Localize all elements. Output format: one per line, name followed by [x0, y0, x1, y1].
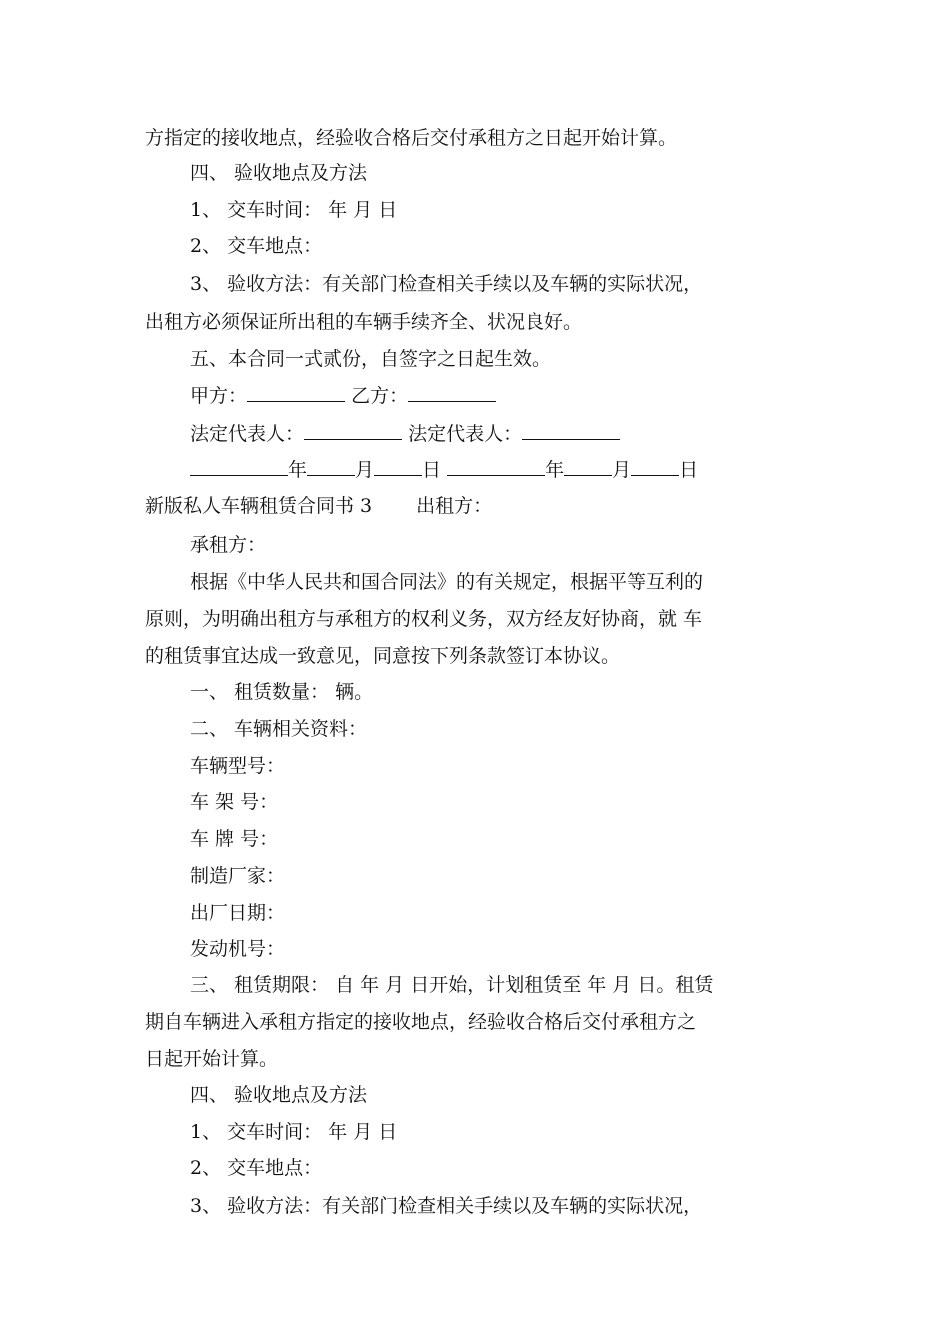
text-line: 2、 交车地点：	[190, 235, 323, 257]
lessor-label: 出租方：	[416, 495, 493, 517]
section-heading: 一、 租赁数量： 辆。	[190, 681, 374, 703]
rep-a-blank	[304, 419, 402, 440]
field-label: 车辆型号：	[190, 755, 286, 777]
text-line: 3、 验收方法：有关部门检查相关手续以及车辆的实际状况，	[190, 273, 703, 295]
section-heading: 二、 车辆相关资料：	[190, 718, 368, 740]
rep-b-label: 法定代表人：	[408, 423, 523, 445]
month-label: 月	[355, 459, 375, 481]
signature-line-party	[190, 381, 496, 409]
section-heading: 五、本合同一式贰份，自签字之日起生效。	[190, 348, 552, 370]
month-blank	[564, 455, 612, 476]
text-line: 日起开始计算。	[145, 1048, 279, 1070]
field-label: 车 架 号：	[190, 791, 279, 813]
text-line: 1、 交车时间： 年 月 日	[190, 1121, 398, 1143]
day-label: 日	[679, 459, 699, 481]
party-b-label: 乙方：	[351, 385, 409, 407]
text-line: 的租赁事宜达成一致意见，同意按下列条款签订本协议。	[145, 645, 621, 667]
text-line: 出租方必须保证所出租的车辆手续齐全、状况良好。	[145, 311, 583, 333]
document-title-line	[145, 492, 492, 520]
signature-line-representative	[190, 419, 620, 447]
text-line: 1、 交车时间： 年 月 日	[190, 199, 398, 221]
lessee-label: 承租方：	[190, 534, 267, 556]
month-label: 月	[612, 459, 632, 481]
day-blank	[631, 455, 679, 476]
signature-line-date	[190, 455, 698, 483]
party-b-blank	[408, 381, 496, 402]
text-line: 原则，为明确出租方与承租方的权利义务，双方经友好协商，就 车	[145, 608, 703, 630]
field-label: 制造厂家：	[190, 865, 286, 887]
rep-a-label: 法定代表人：	[190, 423, 305, 445]
text-line: 2、 交车地点：	[190, 1157, 323, 1179]
year-blank	[190, 455, 288, 476]
field-label: 出厂日期：	[190, 902, 286, 924]
section-heading: 四、 验收地点及方法	[190, 1084, 368, 1106]
party-a-label: 甲方：	[190, 385, 248, 407]
text-line: 根据《中华人民共和国合同法》的有关规定，根据平等互利的	[190, 571, 704, 593]
text-line: 3、 验收方法：有关部门检查相关手续以及车辆的实际状况，	[190, 1195, 703, 1217]
field-label: 发动机号：	[190, 938, 286, 960]
text-line: 期自车辆进入承租方指定的接收地点，经验收合格后交付承租方之	[145, 1011, 697, 1033]
section-heading: 四、 验收地点及方法	[190, 162, 368, 184]
section-heading: 三、 租赁期限： 自 年 月 日开始，计划租赁至 年 月 日。租赁	[190, 974, 714, 996]
month-blank	[307, 455, 355, 476]
year-label: 年	[288, 459, 308, 481]
field-label: 车 牌 号：	[190, 828, 279, 850]
party-a-blank	[247, 381, 345, 402]
rep-b-blank	[522, 419, 620, 440]
year-blank	[447, 455, 545, 476]
text-line: 方指定的接收地点，经验收合格后交付承租方之日起开始计算。	[145, 127, 678, 149]
day-blank	[374, 455, 422, 476]
document-title: 新版私人车辆租赁合同书 3	[145, 495, 373, 517]
day-label: 日	[422, 459, 442, 481]
year-label: 年	[545, 459, 565, 481]
